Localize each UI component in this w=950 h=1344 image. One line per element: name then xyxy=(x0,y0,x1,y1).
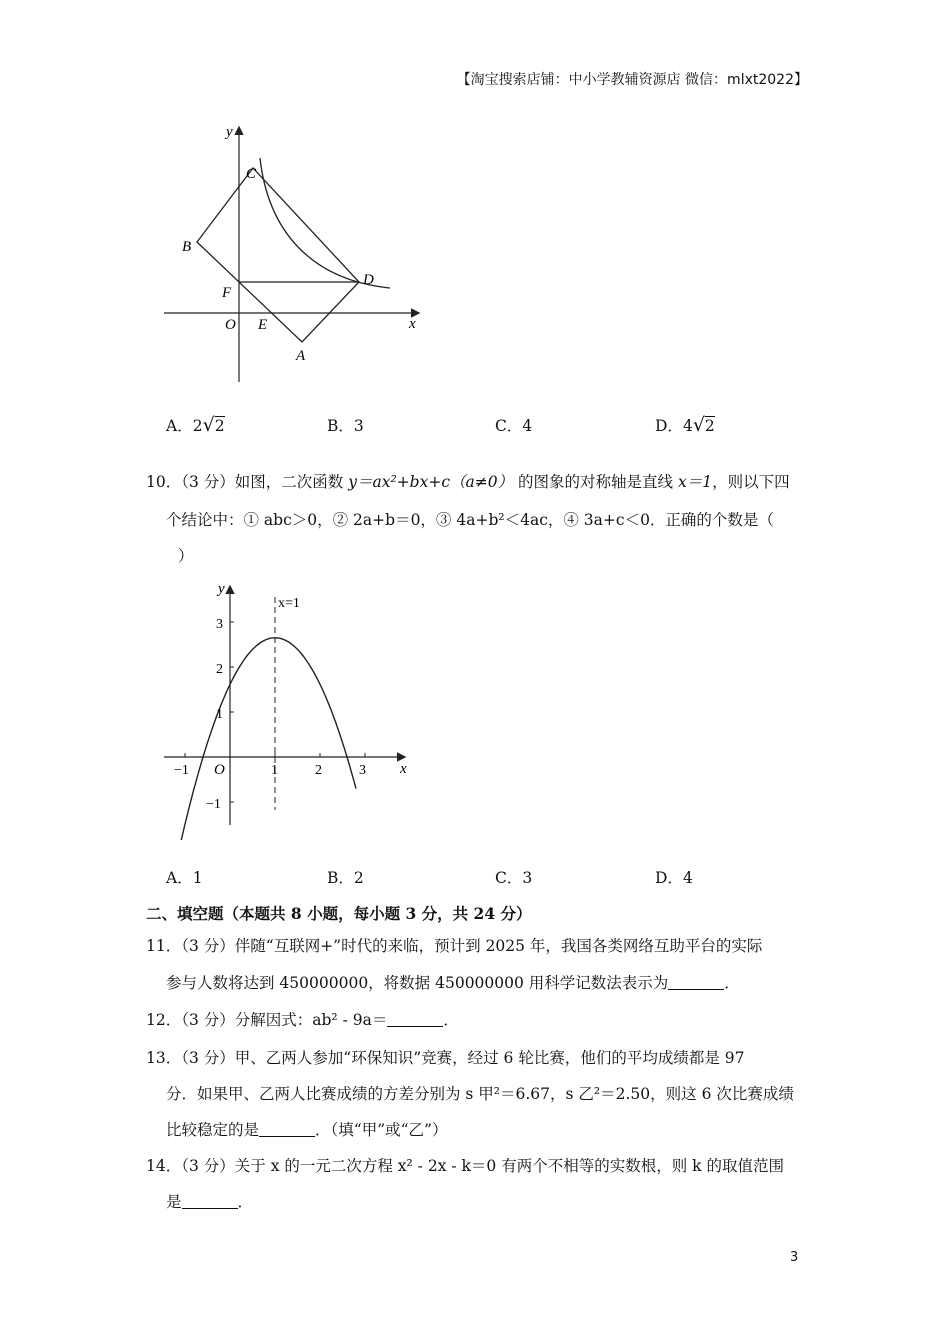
q9-option-b: B．3 xyxy=(327,417,364,435)
q9-option-d: D．4√2 xyxy=(655,414,715,436)
q13-line2: 分．如果甲、乙两人比赛成绩的方差分别为 s 甲²＝6.67，s 乙²＝2.50，则这 6 次比赛成绩 xyxy=(166,1085,794,1103)
q9-label-o: O xyxy=(225,317,236,333)
q13-line1: 13．（3 分）甲、乙两人参加“环保知识”竞赛，经过 6 轮比赛，他们的平均成绩都是 97 xyxy=(146,1049,745,1067)
q9-label-c: C xyxy=(246,166,257,182)
q9-figure xyxy=(160,120,430,390)
q11-line1: 11．（3 分）伴随“互联网+”时代的来临，预计到 2025 年，我国各类网络互助平台的实际 xyxy=(146,937,763,955)
q9-label-a: A xyxy=(296,348,306,364)
q10-x-label: x xyxy=(400,761,407,777)
q14-answer-blank[interactable] xyxy=(182,1194,238,1209)
q10-ytick-label-1: 1 xyxy=(216,707,223,722)
page-number: 3 xyxy=(790,1250,799,1265)
q10-graph xyxy=(160,575,420,840)
q9-label-y: y xyxy=(226,124,233,140)
q10-origin-label: O xyxy=(214,762,225,778)
q10-line3: ） xyxy=(178,547,194,565)
section-title: 二、填空题（本题共 8 小题，每小题 3 分，共 24 分） xyxy=(146,904,532,923)
q9-square xyxy=(197,168,359,342)
q13-answer-blank[interactable] xyxy=(259,1122,315,1137)
q10-line1: 10．（3 分）如图，二次函数 y＝ax²+bx+c（a≠0） 的图象的对称轴是直线 x＝1，则以下四 xyxy=(146,473,790,491)
q10-option-d: D．4 xyxy=(655,869,693,887)
q13-line3: 比较稳定的是 ．（填“甲”或“乙”） xyxy=(166,1121,448,1139)
q14-line2: 是 ． xyxy=(166,1193,254,1211)
q10-ytick-label-3: 3 xyxy=(216,617,223,632)
q9-label-b: B xyxy=(182,239,192,255)
q10-parabola xyxy=(176,638,356,840)
q9-label-f: F xyxy=(222,285,232,301)
q10-xtick-label-3: 3 xyxy=(359,763,366,778)
q10-option-c: C．3 xyxy=(495,869,533,887)
q11-line2: 参与人数将达到 450000000，将数据 450000000 用科学记数法表示为 ． xyxy=(166,974,740,992)
q10-option-b: B．2 xyxy=(327,869,364,887)
q14-line1: 14．（3 分）关于 x 的一元二次方程 x² ‑ 2x ‑ k＝0 有两个不相等的实数根，则 k 的取值范围 xyxy=(146,1157,784,1175)
q10-xtick-label-1: 1 xyxy=(271,763,278,778)
q11-answer-blank[interactable] xyxy=(668,975,724,990)
q9-label-d: D xyxy=(363,272,374,288)
q9-label-x: x xyxy=(409,316,416,332)
q9-option-c: C．4 xyxy=(495,417,533,435)
q10-option-a: A．1 xyxy=(166,869,203,887)
q12-answer-blank[interactable] xyxy=(387,1012,443,1027)
q10-xtick-label-neg1: −1 xyxy=(174,763,189,778)
q10-ytick-label-2: 2 xyxy=(216,662,223,677)
q9-hyperbola xyxy=(260,158,390,288)
q10-ytick-label-neg1: −1 xyxy=(206,797,221,812)
q9-label-e: E xyxy=(258,317,268,333)
q10-axis-label: x=1 xyxy=(278,596,300,611)
q12-line: 12．（3 分）分解因式：ab² ‑ 9a＝ ． xyxy=(146,1011,459,1029)
q10-xtick-label-2: 2 xyxy=(315,763,322,778)
page-header: 【淘宝搜索店铺：中小学教辅资源店 微信：mlxt2022】 xyxy=(456,72,808,88)
q10-line2: 个结论中：① abc＞0，② 2a+b＝0，③ 4a+b²＜4ac，④ 3a+c＜0．正确的个数是（ xyxy=(166,511,774,529)
q9-option-a: A．2√2 xyxy=(166,414,225,436)
q10-y-label: y xyxy=(218,581,225,597)
